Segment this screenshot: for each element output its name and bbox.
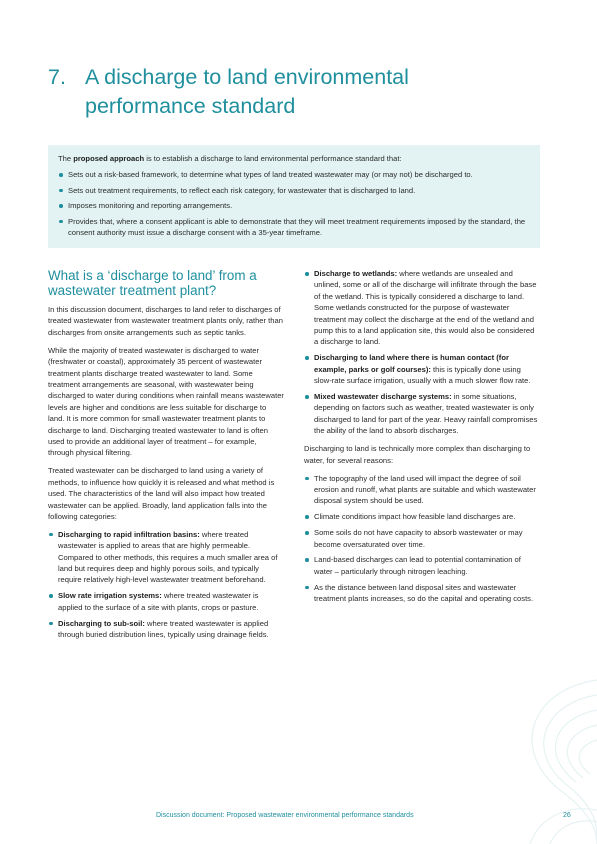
category-item — [48, 590, 284, 613]
category-term: Discharge to wetlands: — [314, 269, 398, 278]
reason-item: Some soils do not have capacity to absorb wastewater or may become oversaturated over time. — [304, 527, 540, 550]
left-column — [48, 268, 284, 647]
reason-item: Land-based discharges can lead to potential contamination of water – particularly through nitrogen leaching. — [304, 554, 540, 577]
proposal-item: Sets out a risk-based framework, to determine what types of land treated wastewater may (or may not) be discharged to. — [58, 169, 530, 180]
proposal-item: Provides that, where a consent applicant is able to demonstrate that they will meet treatment requirements imposed by the standard, the consent authority must issue a discharge consent with a 35-year timeframe. — [58, 216, 530, 238]
proposal-item: Imposes monitoring and reporting arrangements. — [58, 200, 530, 211]
category-list — [48, 529, 284, 641]
category-term: Discharging to land where there is human contact (for example, parks or golf courses): — [314, 353, 509, 374]
paragraph: While the majority of treated wastewater is discharged to water (freshwater or coastal), approximately 35 percent of wastewater treatment plants discharge treated wastewater to land. Some treatment arrangements are seasonal, with wastewater being discharged to water during conditions when rainfall means wastewater levels are higher and conditions are less suitable for discharge to land. It is more common for small wastewater treatment plants to discharge to land. Discharging treated wastewater to land is often used to provide an additional layer of treatment – for example, through physical filtering. — [48, 345, 284, 458]
intro-text-end: is to establish a discharge to land environmental performance standard that: — [144, 154, 402, 163]
category-term: Discharging to rapid infiltration basins: — [58, 529, 200, 539]
footer-text: Discussion document: Proposed wastewater environmental performance standards — [156, 812, 414, 819]
intro-text: The — [58, 154, 74, 163]
page-number: 26 — [563, 812, 571, 819]
decorative-swirl-pattern — [470, 640, 597, 844]
reasons-list — [304, 473, 540, 605]
proposal-list — [58, 169, 530, 238]
proposed-approach-intro — [58, 153, 530, 164]
paragraph: Discharging to land is technically more complex than discharging to water, for several reasons: — [304, 444, 531, 465]
category-term: Slow rate irrigation systems: — [58, 591, 162, 601]
category-item — [304, 391, 540, 437]
proposal-item: Sets out treatment requirements, to reflect each risk category, for wastewater that is discharged to land. — [58, 185, 530, 196]
paragraph: In this discussion document, discharges to land refer to discharges of treated wastewater from wastewater treatment plants only, rather than discharges from onsite arrangements such as septic tanks. — [48, 305, 283, 337]
category-term: Mixed wastewater discharge systems: — [314, 392, 452, 402]
subheading: What is a ‘discharge to land’ from a wastewater treatment plant? — [48, 268, 257, 298]
section-heading — [48, 63, 488, 121]
section-number: 7. — [48, 65, 66, 90]
intro-bold: proposed approach — [73, 154, 145, 163]
paragraph: Treated wastewater can be discharged to land using a variety of methods, to influence how quickly it is released and what method is used. The characteristics of the land will also impact how treated wastewater can be applied. Broadly, land application falls into the following categories: — [48, 466, 275, 521]
category-item — [304, 268, 540, 348]
right-column — [304, 268, 540, 611]
category-text: where treated wastewater is applied through buried distribution lines, typically using drainage fields. — [58, 618, 269, 640]
category-text: where wetlands are unsealed and unlined, some or all of the discharge will infiltrate through the base of the wetland. This is typically considered a discharge to land. Some wetlands constructed for the purpose of wastewater treatment may collect the discharge at the end of the wetland and pump this to a land application site, this would also be considered a discharge to land. — [314, 269, 537, 347]
category-list-continued — [304, 268, 540, 437]
category-term: Discharging to sub-soil: — [58, 618, 145, 628]
reason-item: Climate conditions impact how feasible land discharges are. — [304, 511, 540, 522]
proposed-approach-box — [48, 145, 540, 248]
reason-item: As the distance between land disposal sites and wastewater treatment plants increases, so do the capital and operating costs. — [304, 582, 540, 605]
category-item — [48, 618, 284, 641]
category-text: where treated wastewater is applied to the surface of a site with plants, crops or pasture. — [58, 591, 259, 612]
reason-item: The topography of the land used will impact the degree of soil erosion and runoff, what plants are suitable and which wastewater disposal system should be used. — [304, 473, 540, 507]
category-item — [48, 529, 284, 586]
category-text: this is typically done using slow-rate surface irrigation, usually with a much slower flow rate. — [314, 364, 531, 386]
category-text: where treated wastewater is applied to areas that are highly permeable. Compared to other methods, this requires a much smaller area of land but requires deep and highly porous soils, and typically require relatively high-level wastewater treatment beforehand. — [58, 529, 278, 585]
category-item — [304, 352, 540, 386]
category-text: in some situations, depending on factors such as weather, treated wastewater is only discharged to land for part of the year. Heavy rainfall compromises the ability of the land to absorb discharges. — [314, 392, 538, 436]
section-title: A discharge to land environmental performance standard — [85, 65, 409, 119]
